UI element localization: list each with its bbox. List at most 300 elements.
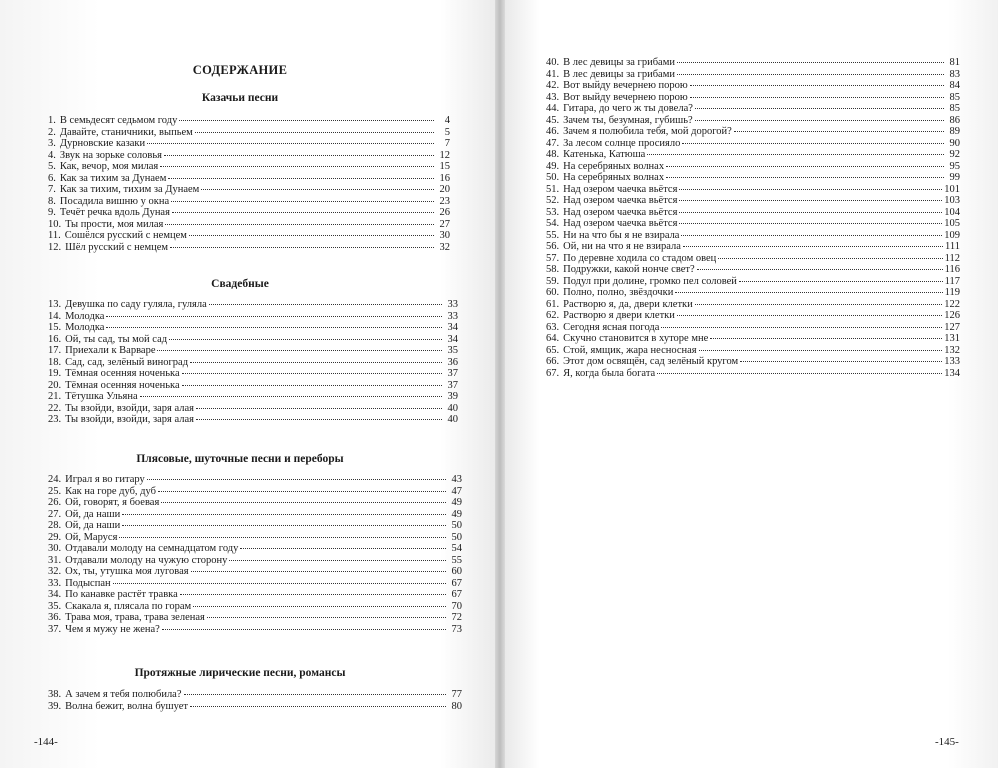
toc-entry-number: 8. xyxy=(48,195,56,207)
toc-entry xyxy=(48,184,450,196)
toc-dot-leader xyxy=(180,594,446,595)
toc-entry-number: 66. xyxy=(546,356,560,367)
toc-dot-leader xyxy=(106,316,442,317)
toc-entry-number: 30. xyxy=(48,543,62,554)
toc-dot-leader xyxy=(122,525,446,526)
toc-entry-title: Над озером чаечка вьётся xyxy=(563,195,678,206)
toc-entry xyxy=(546,368,960,380)
toc-entry-title: Трава моя, трава, трава зеленая xyxy=(65,612,205,623)
toc-entry-title: Течёт речка вдоль Дуная xyxy=(59,207,170,218)
toc-entry xyxy=(48,380,458,392)
toc-dot-leader xyxy=(147,479,446,480)
toc-entry-page: 20 xyxy=(439,184,450,195)
toc-entry-title: Зачем я полюбила тебя, мой дорогой? xyxy=(563,126,732,137)
toc-entry xyxy=(48,127,450,139)
toc-entry-number: 47. xyxy=(546,137,560,149)
toc-dot-leader xyxy=(661,327,942,328)
toc-entry-title: Ой, Маруся xyxy=(65,531,118,543)
toc-entry-title: Стой, ямщик, жара несносная xyxy=(563,344,697,356)
toc-entry-number: 38. xyxy=(48,689,62,700)
toc-dot-leader xyxy=(681,235,942,236)
toc-entry-page: 15 xyxy=(439,161,450,172)
toc-entry-page: 77 xyxy=(451,689,462,700)
toc-entry-number: 56. xyxy=(546,241,560,252)
toc-entry xyxy=(546,356,960,368)
toc-entry-title: Растворю я, да, двери клетки xyxy=(563,298,693,310)
toc-entry xyxy=(48,207,450,219)
toc-entry-page: 49 xyxy=(451,508,462,520)
toc-entry-number: 60. xyxy=(546,287,560,298)
toc-dot-leader xyxy=(677,74,944,75)
toc-list-continued xyxy=(546,57,960,379)
toc-entry-number: 11. xyxy=(48,230,61,241)
toc-entry-title: По канавке растёт травка xyxy=(65,589,178,600)
toc-entry-title: Ой, да наши xyxy=(65,508,121,520)
toc-entry-title: Ой, ни на что я не взирала xyxy=(563,241,681,252)
toc-entry xyxy=(48,334,458,346)
toc-entry-page: 109 xyxy=(944,229,960,241)
toc-entry xyxy=(546,276,960,288)
toc-dot-leader xyxy=(657,373,942,374)
toc-entry xyxy=(546,253,960,265)
toc-dot-leader xyxy=(740,361,942,362)
toc-entry-title: Ой, да наши xyxy=(65,520,121,531)
toc-entry-title: Как на горе дуб, дуб xyxy=(65,485,156,497)
toc-entry-page: 95 xyxy=(949,160,960,172)
toc-entry-number: 52. xyxy=(546,195,560,206)
toc-entry-title: На серебряных волнах xyxy=(563,160,665,172)
toc-entry-number: 31. xyxy=(48,554,62,566)
toc-entry-page: 112 xyxy=(944,252,960,264)
toc-entry-title: Посадила вишню у окна xyxy=(59,195,170,207)
toc-entry xyxy=(546,264,960,276)
page-number-left: -144- xyxy=(34,736,58,748)
toc-entry xyxy=(546,230,960,242)
toc-dot-leader xyxy=(157,350,442,351)
toc-entry-number: 14. xyxy=(48,310,62,322)
toc-entry-page: 80 xyxy=(451,700,462,712)
toc-dot-leader xyxy=(697,269,943,270)
toc-entry-title: Тётушка Ульяна xyxy=(65,391,138,402)
toc-entry-title: Молодка xyxy=(65,310,105,322)
toc-entry-page: 47 xyxy=(451,485,462,497)
toc-dot-leader xyxy=(164,155,434,156)
toc-dot-leader xyxy=(190,706,446,707)
toc-dot-leader xyxy=(161,502,446,503)
toc-entry xyxy=(546,69,960,81)
toc-entry-number: 62. xyxy=(546,310,560,321)
toc-entry xyxy=(48,566,462,578)
toc-entry-number: 7. xyxy=(48,184,56,195)
toc-entry xyxy=(48,520,462,532)
toc-entry-title: Сегодня ясная погода xyxy=(563,321,660,333)
toc-entry-number: 23. xyxy=(48,414,62,425)
toc-entry-page: 40 xyxy=(447,402,458,414)
toc-entry-number: 44. xyxy=(546,103,560,114)
toc-dot-leader xyxy=(739,281,943,282)
toc-entry-title: Молодка xyxy=(65,322,105,333)
toc-entry-number: 34. xyxy=(48,589,62,600)
toc-entry-number: 25. xyxy=(48,485,62,497)
toc-entry-title: Давайте, станичники, выпьем xyxy=(59,126,193,138)
toc-entry-number: 35. xyxy=(48,600,62,612)
toc-entry-number: 54. xyxy=(546,218,560,229)
toc-dot-leader xyxy=(207,617,446,618)
toc-entry xyxy=(48,509,462,521)
toc-entry-page: 4 xyxy=(444,115,450,126)
toc-entry-title: По деревне ходила со стадом овец xyxy=(563,252,717,264)
toc-entry-title: Тёмная осенняя ноченька xyxy=(65,379,180,391)
toc-dot-leader xyxy=(679,189,942,190)
toc-entry-page: 36 xyxy=(447,356,458,368)
toc-entry-number: 15. xyxy=(48,322,62,333)
toc-entry xyxy=(546,149,960,161)
toc-dot-leader xyxy=(675,292,942,293)
toc-entry-title: Подружки, какой нонче свет? xyxy=(563,264,695,275)
toc-entry-page: 89 xyxy=(949,126,960,137)
toc-entry-title: В лес девицы за грибами xyxy=(563,68,675,80)
toc-entry-page: 99 xyxy=(949,172,960,183)
toc-entry-number: 4. xyxy=(48,149,56,161)
toc-entry-page: 127 xyxy=(944,321,960,333)
toc-entry-page: 70 xyxy=(451,600,462,612)
toc-entry xyxy=(546,103,960,115)
toc-entry-title: Звук на зорьке соловья xyxy=(59,149,162,161)
toc-list-wedding xyxy=(48,299,458,426)
toc-entry-number: 29. xyxy=(48,531,62,543)
toc-entry xyxy=(546,161,960,173)
toc-dot-leader xyxy=(695,120,944,121)
section-heading-dance: Плясовые, шуточные песни и переборы xyxy=(136,453,344,465)
toc-entry xyxy=(48,150,450,162)
toc-entry xyxy=(48,601,462,613)
toc-entry-title: Над озером чаечка вьётся xyxy=(563,218,678,229)
toc-dot-leader xyxy=(191,571,446,572)
toc-entry-page: 12 xyxy=(439,149,450,161)
toc-entry-page: 83 xyxy=(949,68,960,80)
toc-entry-page: 111 xyxy=(945,241,960,252)
toc-dot-leader xyxy=(710,338,942,339)
toc-dot-leader xyxy=(160,166,434,167)
toc-dot-leader xyxy=(196,408,442,409)
toc-entry-number: 65. xyxy=(546,344,560,356)
toc-entry-page: 35 xyxy=(447,345,458,356)
toc-dot-leader xyxy=(168,178,434,179)
toc-dot-leader xyxy=(718,258,942,259)
toc-entry-page: 30 xyxy=(439,230,450,241)
toc-entry-page: 122 xyxy=(944,298,960,310)
toc-dot-leader xyxy=(190,362,442,363)
toc-entry-number: 46. xyxy=(546,126,560,137)
toc-dot-leader xyxy=(679,200,942,201)
toc-dot-leader xyxy=(699,350,943,351)
toc-entry-page: 133 xyxy=(944,356,960,367)
toc-entry-title: Над озером чаечка вьётся xyxy=(563,206,678,218)
toc-entry-number: 26. xyxy=(48,497,62,508)
toc-dot-leader xyxy=(158,491,446,492)
toc-entry-page: 119 xyxy=(944,287,960,298)
toc-entry-page: 49 xyxy=(451,497,462,508)
toc-dot-leader xyxy=(201,189,434,190)
toc-dot-leader xyxy=(666,177,944,178)
toc-entry-page: 81 xyxy=(949,57,960,68)
toc-dot-leader xyxy=(113,583,446,584)
toc-entry-number: 19. xyxy=(48,368,62,379)
toc-entry-title: Скакала я, плясала по горам xyxy=(65,600,192,612)
toc-entry xyxy=(546,207,960,219)
toc-entry-number: 12. xyxy=(48,241,62,253)
toc-entry-number: 33. xyxy=(48,577,62,589)
toc-entry-number: 51. xyxy=(546,183,560,195)
toc-entry-title: Как, вечор, моя милая xyxy=(59,161,159,172)
toc-entry-page: 37 xyxy=(447,379,458,391)
toc-entry-title: Ой, ты сад, ты мой сад xyxy=(65,333,168,345)
toc-entry-number: 22. xyxy=(48,402,62,414)
toc-dot-leader xyxy=(683,246,943,247)
toc-entry-number: 32. xyxy=(48,566,62,577)
section-heading-wedding: Свадебные xyxy=(211,278,269,290)
toc-entry xyxy=(48,624,462,636)
toc-entry-number: 64. xyxy=(546,333,560,344)
toc-entry-page: 23 xyxy=(439,195,450,207)
toc-dot-leader xyxy=(122,514,446,515)
toc-entry-title: Отдавали молоду на семнадцатом году xyxy=(65,543,239,554)
toc-entry xyxy=(546,126,960,138)
toc-dot-leader xyxy=(682,143,944,144)
toc-dot-leader xyxy=(679,212,942,213)
toc-entry-title: Играл я во гитару xyxy=(65,474,145,485)
toc-entry xyxy=(48,242,450,254)
toc-dot-leader xyxy=(169,339,442,340)
toc-dot-leader xyxy=(162,629,446,630)
toc-entry-page: 72 xyxy=(451,612,462,623)
toc-entry-page: 92 xyxy=(949,149,960,160)
toc-entry-page: 50 xyxy=(451,520,462,531)
toc-dot-leader xyxy=(695,108,944,109)
toc-entry-page: 132 xyxy=(944,344,960,356)
toc-entry-page: 27 xyxy=(439,218,450,230)
toc-dot-leader xyxy=(677,62,944,63)
toc-dot-leader xyxy=(182,385,442,386)
toc-entry-number: 3. xyxy=(48,138,56,149)
toc-dot-leader xyxy=(193,606,446,607)
section-heading-lyrical: Протяжные лирические песни, романсы xyxy=(134,667,346,679)
toc-dot-leader xyxy=(182,373,442,374)
toc-entry xyxy=(546,287,960,299)
toc-entry-number: 57. xyxy=(546,252,560,264)
book-gutter xyxy=(495,0,505,768)
toc-entry-page: 104 xyxy=(944,206,960,218)
page-number-right: -145- xyxy=(935,736,959,748)
toc-entry-page: 84 xyxy=(949,80,960,91)
toc-entry xyxy=(48,486,462,498)
toc-entry-number: 6. xyxy=(48,172,56,184)
toc-entry-page: 105 xyxy=(944,218,960,229)
toc-entry xyxy=(546,345,960,357)
toc-entry-title: Зачем ты, безумная, губишь? xyxy=(563,114,693,126)
toc-entry xyxy=(546,218,960,230)
toc-entry-number: 36. xyxy=(48,612,62,623)
toc-entry-number: 17. xyxy=(48,345,62,356)
toc-entry-page: 101 xyxy=(944,183,960,195)
toc-entry-page: 126 xyxy=(944,310,960,321)
toc-dot-leader xyxy=(195,132,434,133)
toc-entry-title: Как за тихим за Дунаем xyxy=(59,172,167,184)
toc-entry-page: 39 xyxy=(447,391,458,402)
toc-entry xyxy=(546,115,960,127)
toc-entry-page: 7 xyxy=(444,138,450,149)
toc-entry-title: Сад, сад, зелёный виноград xyxy=(65,356,189,368)
section-heading-cossack: Казачьи песни xyxy=(201,92,279,104)
contents-title: СОДЕРЖАНИЕ xyxy=(192,63,288,77)
toc-entry-page: 16 xyxy=(439,172,450,184)
toc-entry xyxy=(48,138,450,150)
toc-entry xyxy=(48,497,462,509)
toc-entry-number: 9. xyxy=(48,207,56,218)
toc-entry xyxy=(546,299,960,311)
toc-entry-page: 37 xyxy=(447,368,458,379)
toc-entry-title: Тёмная осенняя ноченька xyxy=(65,368,180,379)
toc-entry-page: 60 xyxy=(451,566,462,577)
toc-entry xyxy=(546,195,960,207)
toc-entry-title: Девушка по саду гуляла, гуляла xyxy=(65,299,207,310)
toc-entry-number: 21. xyxy=(48,391,62,402)
toc-entry xyxy=(48,161,450,173)
toc-entry-page: 26 xyxy=(439,207,450,218)
toc-entry-number: 53. xyxy=(546,206,560,218)
toc-entry xyxy=(48,357,458,369)
toc-entry-number: 59. xyxy=(546,275,560,287)
toc-entry-page: 67 xyxy=(451,577,462,589)
toc-entry-title: Гитара, до чего ж ты довела? xyxy=(563,103,693,114)
toc-entry-number: 40. xyxy=(546,57,560,68)
toc-entry-number: 2. xyxy=(48,126,56,138)
toc-entry-page: 33 xyxy=(447,299,458,310)
toc-entry xyxy=(48,612,462,624)
toc-entry-number: 18. xyxy=(48,356,62,368)
toc-entry-title: Полно, полно, звёздочки xyxy=(563,287,674,298)
toc-entry-title: Ох, ты, утушка моя луговая xyxy=(65,566,189,577)
toc-dot-leader xyxy=(240,548,446,549)
toc-entry xyxy=(546,57,960,69)
toc-entry-page: 33 xyxy=(447,310,458,322)
toc-entry xyxy=(48,532,462,544)
toc-dot-leader xyxy=(184,694,446,695)
toc-entry-number: 37. xyxy=(48,623,62,635)
toc-entry xyxy=(546,184,960,196)
toc-entry-title: Я, когда была богата xyxy=(563,367,656,379)
toc-dot-leader xyxy=(229,560,446,561)
toc-dot-leader xyxy=(679,223,942,224)
toc-entry-title: Над озером чаечка вьётся xyxy=(563,183,678,195)
toc-list-lyrical xyxy=(48,689,462,712)
toc-entry xyxy=(546,322,960,334)
toc-entry-title: Подул при долине, громко пел соловей xyxy=(563,275,737,287)
toc-entry-number: 1. xyxy=(48,115,56,126)
toc-entry-page: 85 xyxy=(949,103,960,114)
toc-entry xyxy=(48,474,462,486)
toc-dot-leader xyxy=(106,327,442,328)
toc-entry xyxy=(48,589,462,601)
toc-entry-title: Шёл русский с немцем xyxy=(65,241,169,253)
toc-entry-number: 55. xyxy=(546,229,560,241)
toc-entry xyxy=(48,311,458,323)
toc-entry-title: Как за тихим, тихим за Дунаем xyxy=(59,184,200,195)
toc-entry-number: 45. xyxy=(546,114,560,126)
toc-entry-page: 85 xyxy=(949,91,960,103)
toc-entry xyxy=(546,241,960,253)
toc-entry xyxy=(546,333,960,345)
toc-entry-page: 67 xyxy=(451,589,462,600)
toc-entry-title: Ты взойди, взойди, заря алая xyxy=(65,402,194,414)
toc-entry xyxy=(48,219,450,231)
toc-entry xyxy=(48,115,450,127)
toc-entry-page: 86 xyxy=(949,114,960,126)
toc-dot-leader xyxy=(170,247,434,248)
toc-entry-page: 103 xyxy=(944,195,960,206)
toc-dot-leader xyxy=(209,304,442,305)
toc-dot-leader xyxy=(647,154,944,155)
toc-entry-page: 5 xyxy=(444,126,450,138)
toc-entry-number: 58. xyxy=(546,264,560,275)
toc-entry-page: 55 xyxy=(451,554,462,566)
toc-dot-leader xyxy=(147,143,434,144)
toc-entry-title: Дурновские казаки xyxy=(59,138,146,149)
toc-entry-page: 90 xyxy=(949,137,960,149)
toc-entry-page: 117 xyxy=(944,275,960,287)
toc-entry-title: Ты прости, моя милая xyxy=(65,218,164,230)
toc-entry-number: 13. xyxy=(48,299,62,310)
toc-entry-number: 5. xyxy=(48,161,56,172)
toc-entry-title: Отдавали молоду на чужую сторону xyxy=(65,554,228,566)
toc-dot-leader xyxy=(690,97,944,98)
toc-entry-title: Этот дом освящён, сад зелёный кругом xyxy=(563,356,739,367)
toc-entry-number: 63. xyxy=(546,321,560,333)
toc-dot-leader xyxy=(119,537,446,538)
toc-entry xyxy=(546,172,960,184)
toc-entry-title: Скучно становится в хуторе мне xyxy=(563,333,709,344)
toc-entry-title: В семьдесят седьмом году xyxy=(59,115,178,126)
toc-entry xyxy=(48,345,458,357)
toc-entry-title: Чем я мужу не жена? xyxy=(65,623,160,635)
toc-dot-leader xyxy=(189,235,434,236)
toc-entry xyxy=(48,414,458,426)
toc-entry xyxy=(48,230,450,242)
toc-dot-leader xyxy=(690,85,944,86)
toc-entry-title: Волна бежит, волна бушует xyxy=(65,700,188,712)
toc-entry xyxy=(48,403,458,415)
toc-entry-number: 20. xyxy=(48,379,62,391)
toc-entry xyxy=(48,689,462,701)
toc-entry xyxy=(48,578,462,590)
toc-entry xyxy=(48,196,450,208)
toc-list-cossack xyxy=(48,115,450,253)
toc-entry-page: 116 xyxy=(944,264,960,275)
toc-entry-number: 61. xyxy=(546,298,560,310)
toc-entry-number: 67. xyxy=(546,367,560,379)
toc-entry-number: 49. xyxy=(546,160,560,172)
toc-entry-number: 39. xyxy=(48,700,62,712)
toc-entry-title: В лес девицы за грибами xyxy=(563,57,675,68)
toc-entry-title: Вот выйду вечернею порою xyxy=(563,91,688,103)
toc-dot-leader xyxy=(171,201,434,202)
toc-dot-leader xyxy=(165,224,434,225)
toc-entry-title: Подыспан xyxy=(65,577,111,589)
toc-dot-leader xyxy=(179,120,434,121)
toc-entry-page: 131 xyxy=(944,333,960,344)
toc-entry xyxy=(48,173,450,185)
toc-entry-title: Ни на что бы я не взирала xyxy=(563,229,680,241)
